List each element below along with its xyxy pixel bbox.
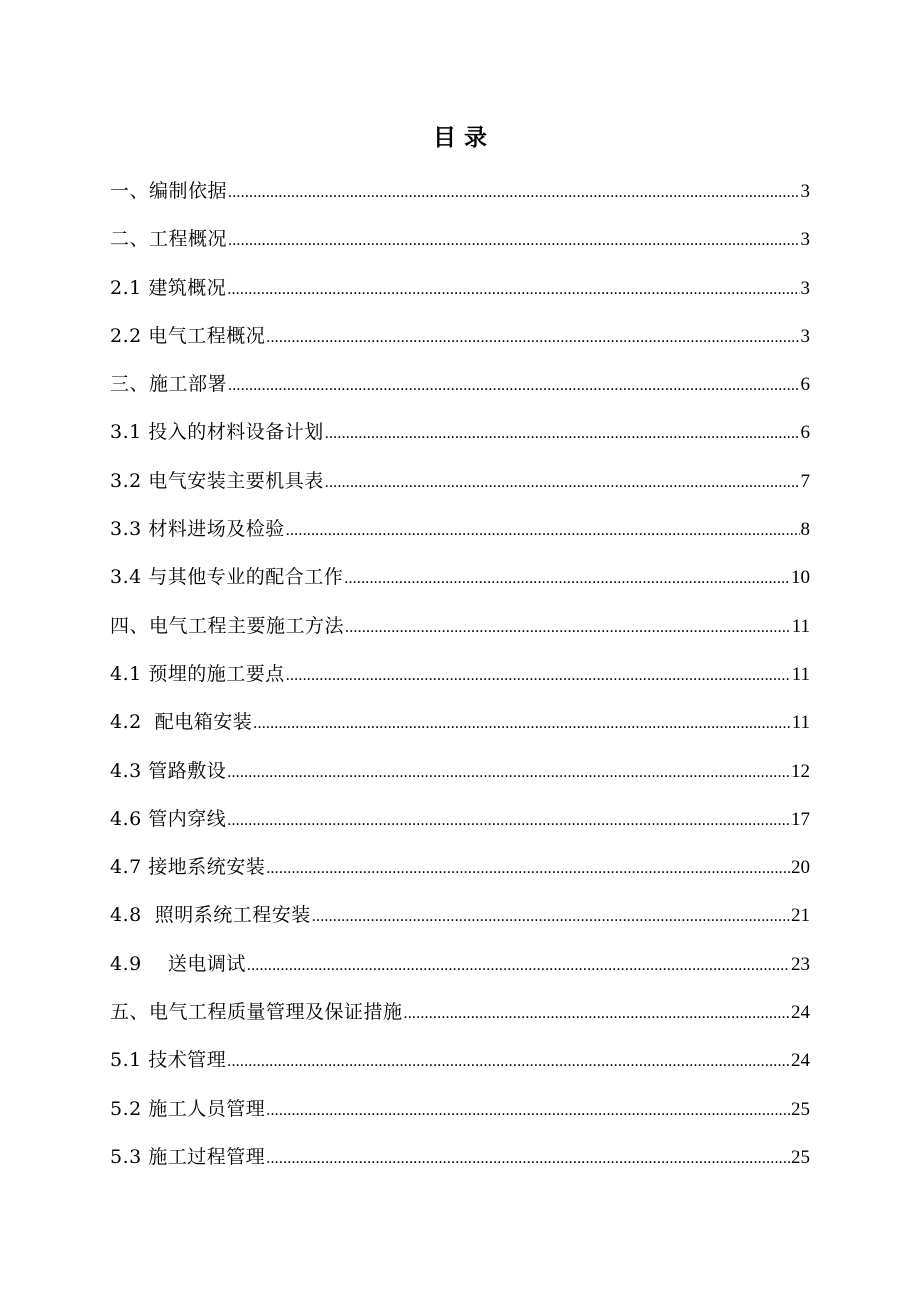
toc-entry[interactable]: [110, 992, 810, 1040]
toc-entry[interactable]: [110, 1040, 810, 1088]
toc-entry[interactable]: [110, 799, 810, 847]
toc-list: [110, 171, 810, 1185]
toc-entry-page-number: 17: [791, 808, 810, 830]
toc-entry[interactable]: [110, 1137, 810, 1185]
toc-leader-dots: [228, 173, 799, 213]
toc-entry-page-number: 11: [791, 663, 810, 685]
toc-leader-dots: [227, 753, 790, 793]
toc-entry[interactable]: [110, 895, 810, 943]
toc-leader-dots: [404, 994, 790, 1034]
toc-leader-dots: [266, 1139, 790, 1179]
toc-leader-dots: [325, 414, 800, 454]
toc-entry[interactable]: [110, 654, 810, 702]
toc-leader-dots: [325, 463, 800, 503]
toc-entry-label: 5.2 施工人员管理: [110, 1097, 266, 1120]
toc-entry[interactable]: [110, 702, 810, 750]
toc-entry-page-number: 21: [791, 905, 810, 927]
toc-entry[interactable]: [110, 557, 810, 605]
toc-entry-label: 4.2 配电箱安装: [110, 711, 253, 734]
toc-entry-page-number: 24: [791, 1050, 810, 1072]
toc-entry-page-number: 20: [791, 857, 810, 879]
toc-title: 目 录: [432, 124, 487, 151]
toc-entry[interactable]: [110, 412, 810, 460]
toc-entry-page-number: 11: [791, 712, 810, 734]
toc-entry-page-number: 12: [791, 760, 810, 782]
toc-leader-dots: [266, 318, 799, 358]
toc-entry[interactable]: [110, 1089, 810, 1137]
toc-entry-label: 3.4 与其他专业的配合工作: [110, 566, 344, 589]
toc-entry-label: 3.2 电气安装主要机具表: [110, 469, 324, 492]
toc-entry[interactable]: [110, 364, 810, 412]
toc-leader-dots: [227, 1042, 790, 1082]
toc-entry[interactable]: [110, 751, 810, 799]
toc-leader-dots: [286, 511, 800, 551]
toc-entry-page-number: 24: [791, 1002, 810, 1024]
toc-leader-dots: [253, 704, 790, 744]
toc-entry-page-number: 25: [791, 1146, 810, 1168]
toc-entry[interactable]: [110, 316, 810, 364]
toc-leader-dots: [344, 559, 790, 599]
toc-entry-page-number: 6: [800, 374, 810, 396]
toc-entry-page-number: 6: [800, 422, 810, 444]
toc-entry-page-number: 3: [800, 181, 810, 202]
toc-entry-label: 4.8 照明系统工程安装: [110, 904, 311, 927]
toc-leader-dots: [228, 221, 799, 261]
toc-entry[interactable]: [110, 461, 810, 509]
toc-entry[interactable]: [110, 268, 810, 316]
toc-entry-page-number: 3: [800, 325, 810, 347]
toc-entry[interactable]: [110, 606, 810, 654]
toc-leader-dots: [345, 608, 791, 648]
toc-entry-label: 3.1 投入的材料设备计划: [110, 421, 324, 444]
toc-leader-dots: [247, 946, 790, 986]
toc-entry-label: 5.1 技术管理: [110, 1049, 227, 1072]
toc-leader-dots: [227, 801, 790, 841]
toc-entry-label: 一、编制依据: [110, 180, 228, 202]
toc-entry[interactable]: [110, 944, 810, 992]
toc-entry-page-number: 25: [791, 1098, 810, 1120]
toc-entry-page-number: 7: [800, 470, 810, 492]
toc-entry-page-number: 11: [791, 615, 810, 637]
toc-leader-dots: [266, 849, 790, 889]
toc-entry-label: 4.7 接地系统安装: [110, 856, 266, 879]
toc-entry-label: 三、施工部署: [110, 373, 228, 396]
toc-entry-label: 3.3 材料进场及检验: [110, 518, 285, 541]
toc-entry-page-number: 3: [800, 277, 810, 299]
toc-entry-page-number: 23: [791, 953, 810, 975]
toc-entry-label: 4.3 管路敷设: [110, 759, 227, 782]
toc-entry-label: 4.6 管内穿线: [110, 807, 227, 830]
toc-leader-dots: [286, 656, 791, 696]
toc-leader-dots: [266, 1091, 790, 1131]
toc-entry-label: 4.9 送电调试: [110, 952, 246, 975]
toc-entry[interactable]: [110, 509, 810, 557]
toc-leader-dots: [227, 270, 799, 310]
toc-entry[interactable]: [110, 171, 810, 219]
toc-entry-label: 二、工程概况: [110, 228, 228, 251]
toc-entry-label: 5.3 施工过程管理: [110, 1145, 266, 1168]
toc-entry-label: 2.1 建筑概况: [110, 276, 227, 299]
toc-leader-dots: [228, 366, 799, 406]
toc-entry-label: 2.2 电气工程概况: [110, 324, 266, 347]
toc-entry[interactable]: [110, 847, 810, 895]
toc-entry-label: 4.1 预埋的施工要点: [110, 662, 285, 685]
toc-entry-page-number: 8: [800, 519, 810, 541]
toc-entry-label: 五、电气工程质量管理及保证措施: [110, 1001, 403, 1024]
toc-entry-label: 四、电气工程主要施工方法: [110, 614, 345, 637]
toc-entry-page-number: 3: [800, 229, 810, 251]
toc-entry-page-number: 10: [791, 567, 810, 589]
toc-entry[interactable]: [110, 219, 810, 267]
toc-leader-dots: [312, 897, 790, 937]
